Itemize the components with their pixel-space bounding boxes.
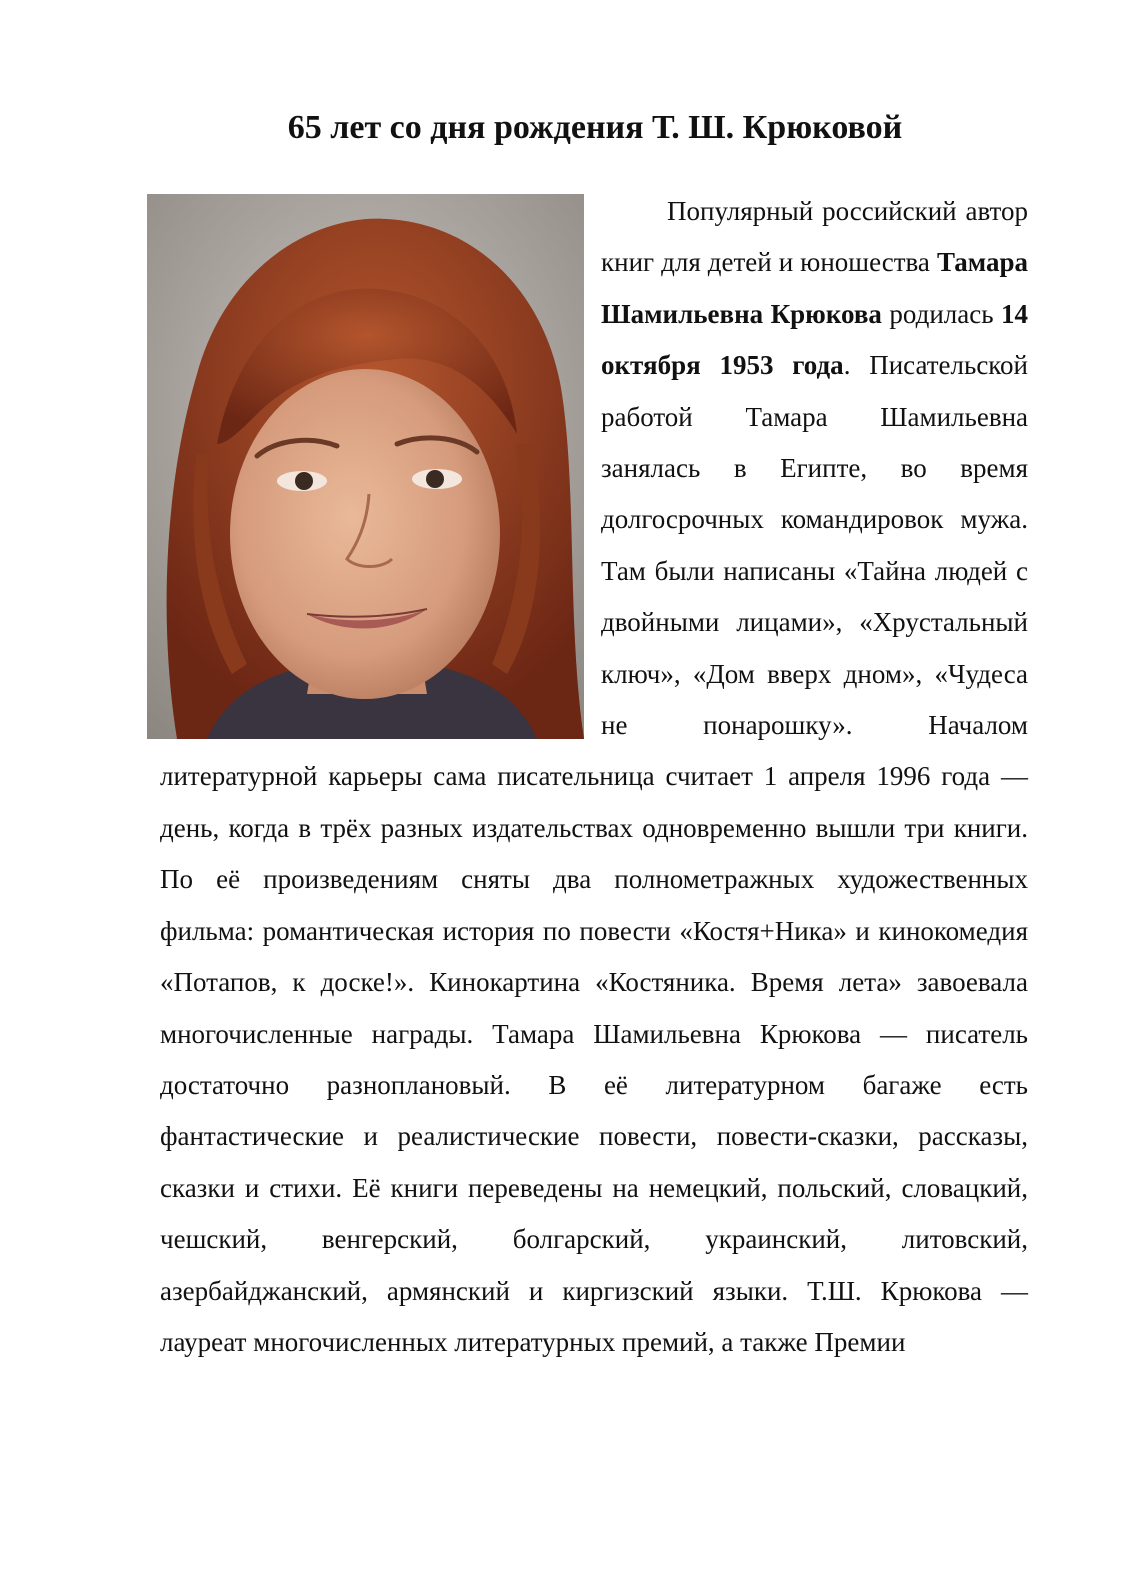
born-text: родилась bbox=[881, 298, 1001, 329]
intro-text: Популярный российский автор книг для детей и юношества bbox=[601, 196, 1028, 278]
birth-date: 14 октября 1953 года bbox=[601, 298, 1028, 381]
biography-text: . Писательской работой Тамара Шамильевна занялась в Египте, во время долгосрочных командировок мужа. Там были написаны «Тайна людей с двойными лицами», «Хрустальный ключ», «Дом вверх дном», «Чудеса не понарошку». Началом литературной карьеры сама писательница считает 1 апреля 1996 года — день, когда в трёх разных издательствах одновременно вышли три книги. По её произведениям сняты два полнометражных художественных фильма: романтическая история по повести «Костя+Ника» и кинокомедия «Потапов, к доске!». Кинокартина «Костяника. Время лета» завоевала многочисленные награды. Тамара Шамильевна Крюкова — писатель достаточно разноплановый. В её литературном багаже есть фантастические и реалистические повести, повести-сказки, рассказы, сказки и стихи. Её книги переведены на немецкий, польский, словацкий, чешский, венгерский, болгарский, украинский, литовский, азербайджанский, армянский и киргизский языки. Т.Ш. Крюкова — лауреат многочисленных литературных премий, а также Премии bbox=[160, 350, 1028, 1357]
author-name: Тамара Шамильевна Крюкова bbox=[601, 247, 1028, 329]
author-portrait bbox=[147, 194, 584, 739]
page-title: 65 лет со дня рождения Т. Ш. Крюковой bbox=[287, 109, 903, 146]
article-body bbox=[160, 186, 1028, 1368]
